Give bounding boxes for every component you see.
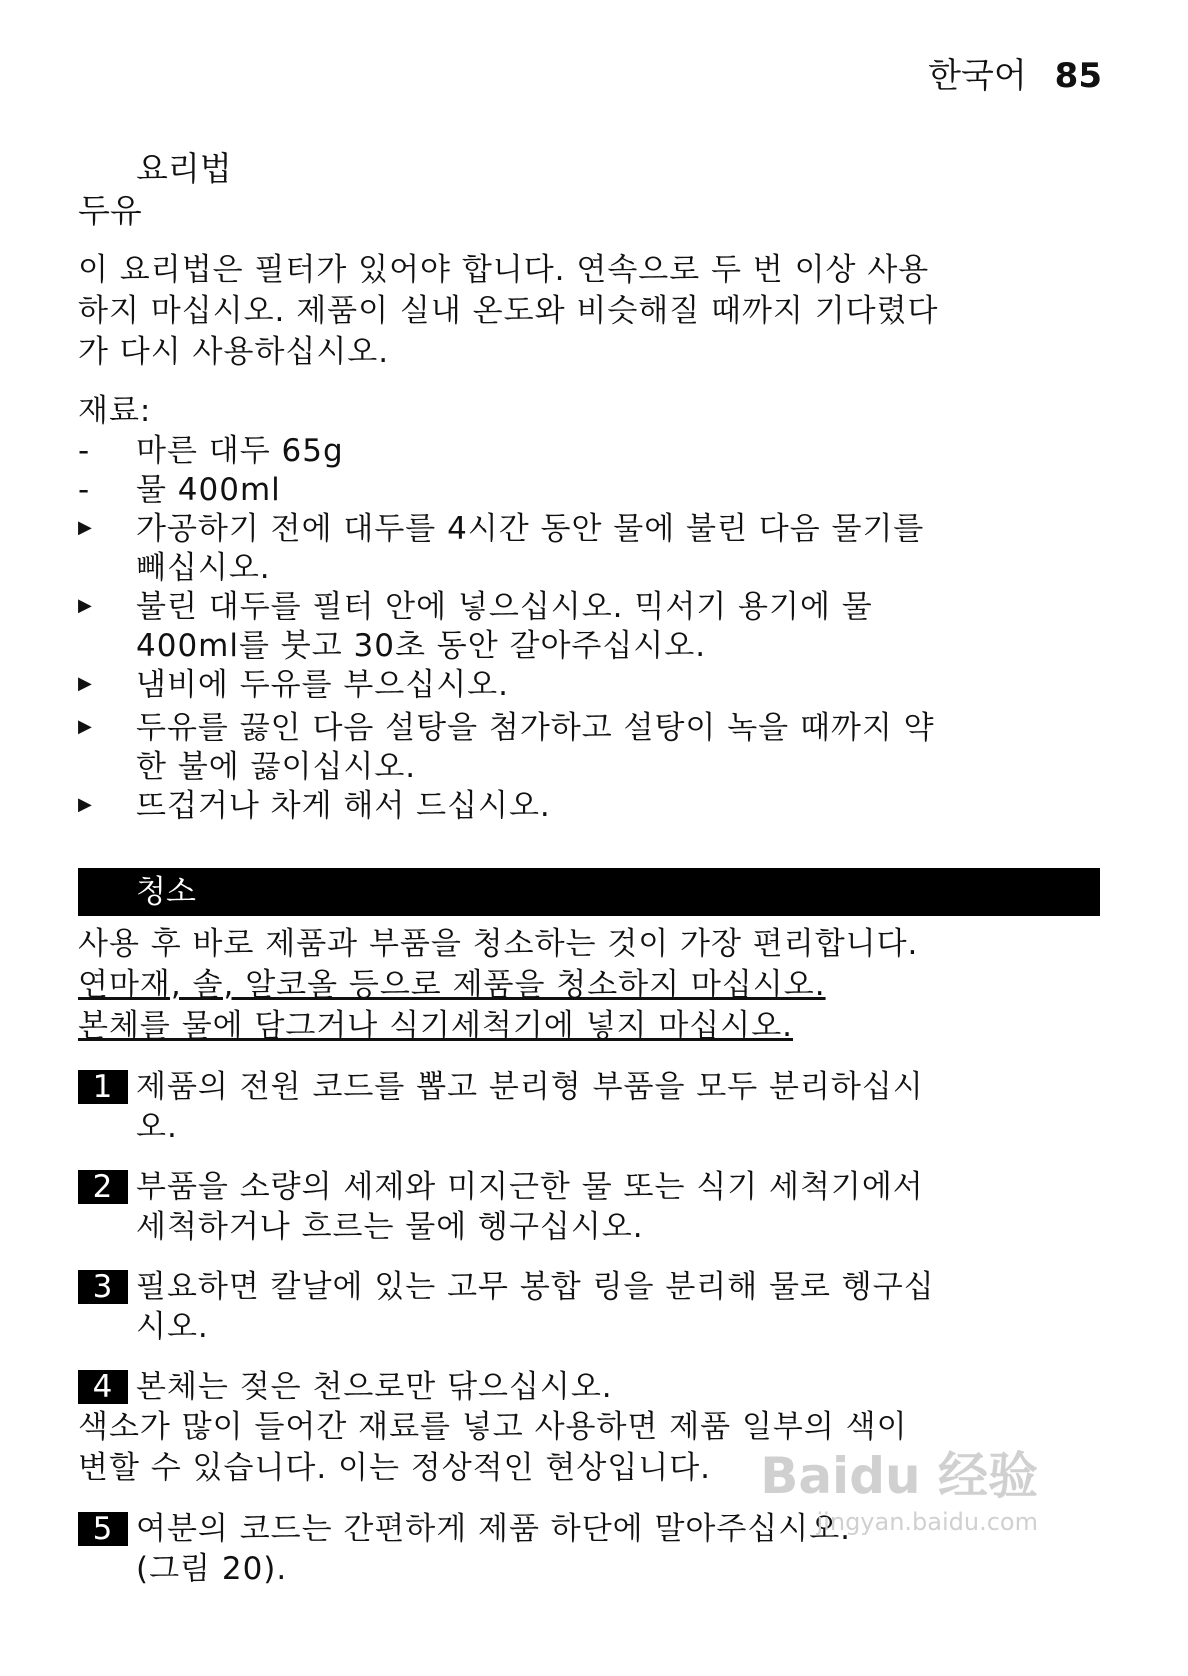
intro-line: 가 다시 사용하십시오. (78, 334, 390, 370)
cleaning-warning: 연마재, 솔, 알코올 등으로 제품을 청소하지 마십시오. (78, 967, 826, 1003)
page-header (928, 48, 1102, 97)
recipe-step: ▶ 뜨겁거나 차게 해서 드십시오. (78, 787, 1100, 830)
intro-line: 이 요리법은 필터가 있어야 합니다. 연속으로 두 번 이상 사용 (78, 252, 930, 288)
step-number-badge: 5 (78, 1512, 128, 1546)
step-number-badge: 3 (78, 1270, 128, 1304)
cleaning-step: 4 본체는 젖은 천으로만 닦으십시오. (78, 1367, 1100, 1407)
intro-line: 하지 마십시오. 제품이 실내 온도와 비슷해질 때까지 기다렸다 (78, 293, 939, 329)
page-number: 85 (1054, 56, 1102, 96)
recipe-title: 두유 (78, 191, 142, 230)
cleaning-intro: 사용 후 바로 제품과 부품을 청소하는 것이 가장 편리합니다. (78, 926, 919, 962)
dash-icon: - (78, 472, 91, 508)
cleaning-note: 변할 수 있습니다. 이는 정상적인 현상입니다. (78, 1450, 712, 1486)
baidu-watermark (760, 1436, 1038, 1536)
recipe-intro (78, 250, 1100, 373)
ingredient-item: - 물 400ml (78, 472, 281, 508)
recipe-step: ▶ 불린 대두를 필터 안에 넣으십시오. 믹서기 용기에 물 400ml를 붓고 30초 동안 갈아주십시오. (78, 589, 873, 664)
cleaning-step: 5 여분의 코드는 간편하게 제품 하단에 말아주십시오. (그림 20). (78, 1509, 1100, 1589)
triangle-bullet-icon: ▶ (78, 673, 93, 694)
recipe-label: 요리법 (136, 149, 232, 188)
recipe-step: ▶ 냄비에 두유를 부으십시오. (78, 666, 1100, 709)
page-content (78, 148, 1100, 1589)
cleaning-note: 색소가 많이 들어간 재료를 넣고 사용하면 제품 일부의 색이 (78, 1409, 908, 1445)
cleaning-step: 3 필요하면 칼날에 있는 고무 봉합 링을 분리해 물로 헹구십 시오. (78, 1267, 1100, 1347)
dash-icon: - (78, 433, 91, 469)
watermark-url: jingyan.baidu.com (816, 1508, 1038, 1536)
triangle-bullet-icon: ▶ (78, 517, 93, 538)
language-label: 한국어 (928, 56, 1027, 96)
triangle-bullet-icon: ▶ (78, 716, 93, 737)
triangle-bullet-icon: ▶ (78, 595, 93, 616)
triangle-bullet-icon: ▶ (78, 794, 93, 815)
watermark-logo: Baidu 经验 (760, 1447, 1038, 1505)
step-number-badge: 2 (78, 1170, 128, 1204)
ingredients-label: 재료: (78, 393, 152, 429)
recipe-step: ▶ 가공하기 전에 대두를 4시간 동안 물에 불린 다음 물기를 빼십시오. (78, 511, 925, 586)
step-number-badge: 1 (78, 1070, 128, 1104)
cleaning-step: 1 제품의 전원 코드를 뽑고 분리형 부품을 모두 분리하십시 오. (78, 1067, 1100, 1147)
ingredient-item: - 마른 대두 65g (78, 433, 344, 469)
recipe-step: ▶ 두유를 끓인 다음 설탕을 첨가하고 설탕이 녹을 때까지 약 한 불에 끓이십시오. (78, 710, 935, 785)
cleaning-warning: 본체를 물에 담그거나 식기세척기에 넣지 마십시오. (78, 1008, 793, 1044)
step-number-badge: 4 (78, 1370, 128, 1404)
section-header-cleaning: 청소 (78, 868, 1100, 916)
cleaning-step: 2 부품을 소량의 세제와 미지근한 물 또는 식기 세척기에서 세척하거나 흐르는 물에 헹구십시오. (78, 1167, 1100, 1247)
